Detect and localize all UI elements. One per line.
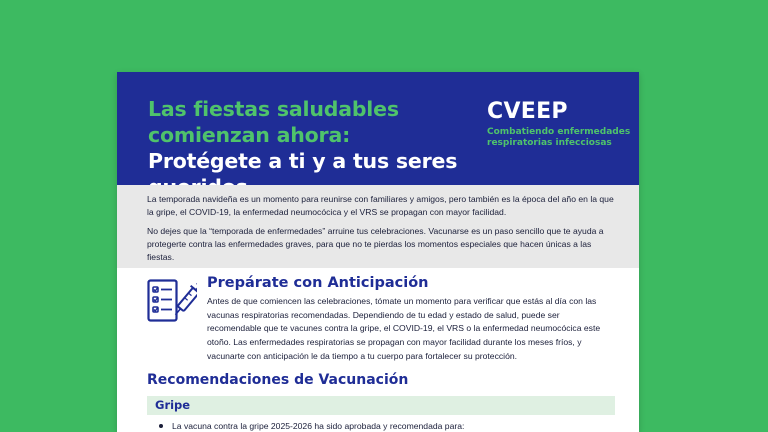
prepare-paragraph: Antes de que comiencen las celebraciones, tómate un momento para verificar que estás al día con las vacunas respiratorias recomendadas. Dependiendo de tu edad y estado de salud, puede ser recomendable que te vacunes contra la gripe, el COVID-19, el VRS o la enfermedad neumocócica este otoño. Las enfermedades respiratorias se propagan con mayor facilidad durante los meses fríos, y vacunarte con anticipación le da tiempo a tu cuerpo para fortalecer su protección. [207,296,601,361]
brand-tagline: Combatiendo enfermedades respiratorias infecciosas [487,127,631,148]
prepare-heading: Prepárate con Anticipación [207,275,429,291]
checklist-syringe-icon [147,279,197,323]
section-bar-gripe: Gripe [147,396,615,415]
list-item [159,421,615,431]
title-green-part: Las fiestas saludables comienzan ahora: [148,97,399,147]
document-page [117,72,639,432]
brand-logo [487,100,637,149]
bullet-dot-icon [159,424,163,428]
brand-name: CVEEP [487,99,568,124]
recommendations-heading: Recomendaciones de Vacunación [147,372,409,388]
bullet-text: La vacuna contra la gripe 2025-2026 ha sido aprobada y recomendada para: [172,421,465,431]
header-banner [117,72,639,185]
intro-paragraph-2: No dejes que la “temporada de enfermedades” arruine tus celebraciones. Vacunarse es un paso sencillo que te ayuda a protegerte contra las enfermedades graves, para que no te pierdas los momentos especiales que hacen únicas a las fiestas. [147,226,604,262]
intro-box [117,185,639,268]
title-white-part: Protégete a ti y a tus seres [148,149,458,173]
intro-paragraph-1: La temporada navideña es un momento para reunirse con familiares y amigos, pero también es la época del año en la que la gripe, el COVID-19, la enfermedad neumocócica y el VRS se propagan con mayor facilidad. [147,194,614,217]
